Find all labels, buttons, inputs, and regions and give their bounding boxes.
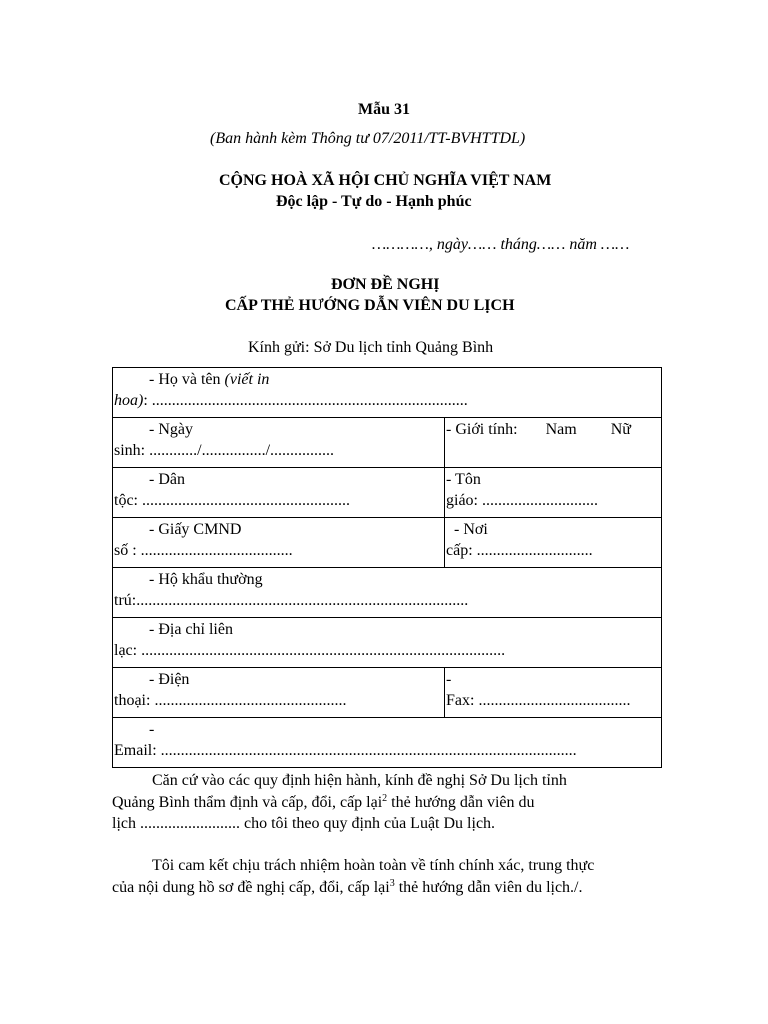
residence-label: - Hộ khẩu thường [149,571,263,588]
footnote-ref-3: 3 [389,877,395,889]
applicant-info-table [112,367,662,768]
commitment-line-2 [112,877,672,899]
gender-male-option[interactable]: Nam [545,421,577,438]
table-row [113,718,662,768]
ethnicity-field[interactable] [113,468,445,518]
phone-label: - Điện [149,671,190,688]
fax-dots: Fax: ...................................... [446,692,631,709]
fax-label: - [446,671,452,688]
email-label: - [149,721,155,738]
national-motto: Độc lập - Tự do - Hạnh phúc [276,193,472,210]
dob-label: - Ngày [149,421,193,438]
request-line-3: lịch ......................... cho tôi theo quy định của Luật Du lịch. [112,815,496,832]
table-row [113,468,662,518]
table-row [113,368,662,418]
table-row [113,568,662,618]
id-card-field[interactable] [113,518,445,568]
table-row [113,618,662,668]
contact-address-field[interactable] [113,618,662,668]
title-line-2: CẤP THẺ HƯỚNG DẪN VIÊN DU LỊCH [225,297,515,314]
request-line-2-text: Quảng Bình thẩm định và cấp, đổi, cấp lại [112,793,383,811]
nation-name: CỘNG HOÀ XÃ HỘI CHỦ NGHĨA VIỆT NAM [219,172,552,189]
full-name-label-note: (viết in [224,371,270,388]
religion-field[interactable] [445,468,662,518]
ethnicity-label: - Dân [149,471,185,488]
request-line-1: Căn cứ vào các quy định hiện hành, kính đề nghị Sở Du lịch tỉnh [152,772,567,789]
full-name-dots: : ............................................................................... [143,392,468,409]
phone-dots: thoại: ................................................ [114,692,347,709]
commitment-line-2-text: của nội dung hồ sơ đề nghị cấp, đổi, cấp lại [112,878,390,896]
table-row [113,518,662,568]
id-place-field[interactable] [445,518,662,568]
commitment-line-1: Tôi cam kết chịu trách nhiệm hoàn toàn về tính chính xác, trung thực [152,857,595,874]
table-row [113,418,662,468]
date-of-birth-field[interactable] [113,418,445,468]
request-line-2-tail: thẻ hướng dẫn viên du [387,793,535,811]
phone-field[interactable] [113,668,445,718]
recipient-line: Kính gửi: Sở Du lịch tỉnh Quảng Bình [248,339,494,356]
dob-dots: sinh: ............/................/................ [114,442,335,459]
title-line-1: ĐƠN ĐỀ NGHỊ [331,276,440,293]
id-place-label: - Nơi [454,521,488,538]
id-place-dots: cấp: ............................. [446,542,593,559]
email-field[interactable] [113,718,662,768]
footnote-ref-2: 2 [382,792,388,804]
email-dots: Email: ........................................................................................................ [114,742,577,759]
residence-dots: trú:................................................................................... [114,592,469,609]
full-name-label: - Họ và tên [149,371,225,388]
religion-label: - Tôn [446,471,481,488]
commitment-line-2-tail: thẻ hướng dẫn viên du lịch./. [394,878,583,896]
full-name-label-note-cont: hoa) [114,392,144,409]
ethnicity-dots: tộc: .................................................... [114,492,350,509]
date-line: …………, ngày…… tháng…… năm …… [372,236,630,253]
request-paragraph [112,770,672,835]
religion-dots: giáo: ............................. [446,492,598,509]
form-number: Mẫu 31 [358,101,410,118]
address-dots: lạc: ........................................................................................... [114,642,506,659]
id-card-label: - Giấy CMND [149,521,242,538]
full-name-field[interactable] [113,368,662,418]
address-label: - Địa chỉ liên [149,621,233,638]
gender-label: - Giới tính: [446,421,518,438]
gender-field[interactable] [445,418,662,468]
id-card-dots: số : ...................................... [114,542,293,559]
fax-field[interactable] [445,668,662,718]
request-line-2 [112,792,672,814]
permanent-residence-field[interactable] [113,568,662,618]
commitment-paragraph [112,855,672,898]
gender-female-option[interactable]: Nữ [610,421,631,438]
table-row [113,668,662,718]
issued-by-note: (Ban hành kèm Thông tư 07/2011/TT-BVHTTDL) [210,130,526,147]
